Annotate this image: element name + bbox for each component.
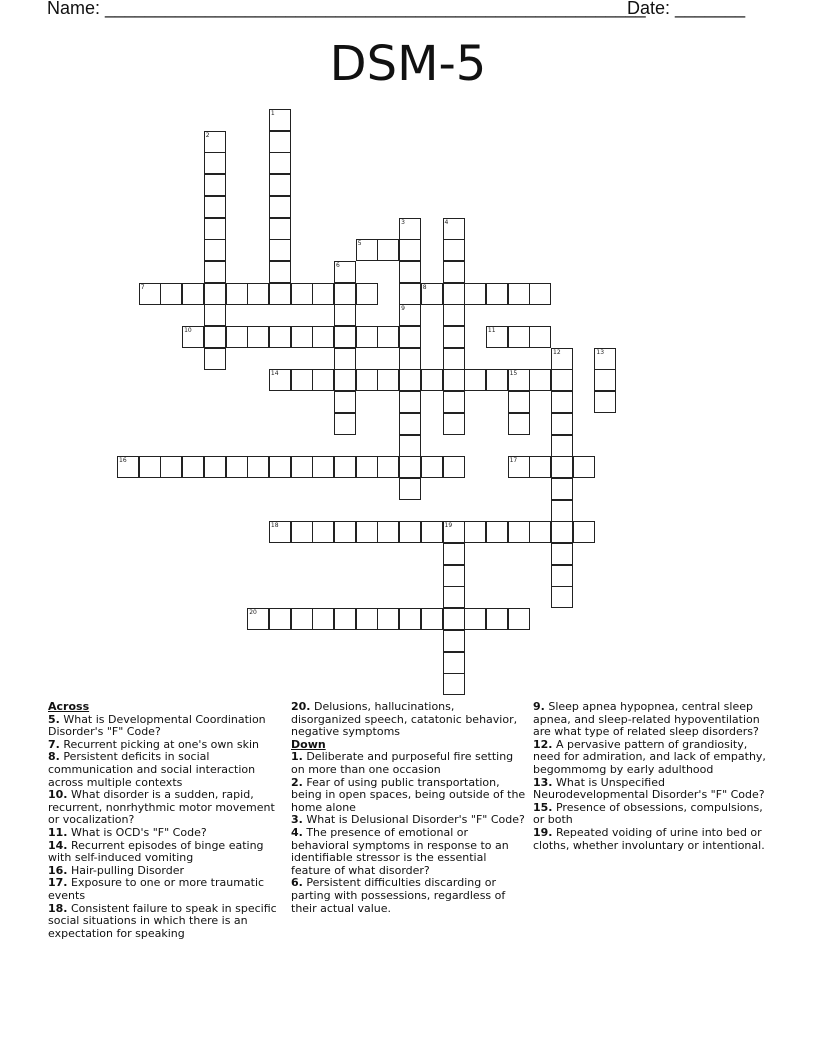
crossword-cell[interactable] (551, 521, 573, 543)
crossword-cell[interactable] (443, 456, 465, 478)
crossword-cell[interactable] (399, 478, 421, 500)
clue-item-text: Delusions, hallucinations, disorganized speech, catatonic behavior, negative symptoms (291, 700, 518, 739)
crossword-cell[interactable] (399, 391, 421, 413)
crossword-cell[interactable] (443, 348, 465, 370)
crossword-cell[interactable] (204, 239, 226, 261)
clue-number: 20 (249, 609, 257, 617)
crossword-cell[interactable] (269, 239, 291, 261)
crossword-cell[interactable] (312, 326, 334, 348)
crossword-cell[interactable] (399, 608, 421, 630)
crossword-cell[interactable] (312, 521, 334, 543)
crossword-cell[interactable] (204, 218, 226, 240)
crossword-cell[interactable] (508, 413, 530, 435)
clue-item-number: 5. (48, 712, 60, 726)
crossword-cell[interactable] (551, 543, 573, 565)
crossword-cell[interactable] (464, 608, 486, 630)
crossword-cell[interactable] (377, 521, 399, 543)
crossword-cell[interactable] (443, 218, 465, 240)
clue-item (48, 840, 284, 865)
crossword-cell[interactable] (551, 348, 573, 370)
crossword-cell[interactable] (421, 608, 443, 630)
crossword-cell[interactable] (291, 283, 313, 305)
crossword-cell[interactable] (486, 283, 508, 305)
crossword-cell[interactable] (356, 239, 378, 261)
crossword-cell[interactable] (508, 326, 530, 348)
crossword-cell[interactable] (443, 630, 465, 652)
crossword-cell[interactable] (443, 565, 465, 587)
crossword-cell[interactable] (399, 456, 421, 478)
crossword-cell[interactable] (443, 413, 465, 435)
crossword-cell[interactable] (529, 521, 551, 543)
crossword-cell[interactable] (139, 283, 161, 305)
crossword-cell[interactable] (269, 261, 291, 283)
clue-number: 18 (270, 522, 279, 530)
crossword-cell[interactable] (443, 369, 465, 391)
crossword-cell[interactable] (226, 283, 248, 305)
clue-item-text: What is OCD's "F" Code? (67, 825, 207, 839)
crossword-cell[interactable] (508, 521, 530, 543)
crossword-cell[interactable] (573, 456, 595, 478)
clue-number: 4 (444, 218, 449, 226)
crossword-cell[interactable] (291, 326, 313, 348)
crossword-cell[interactable] (464, 521, 486, 543)
crossword-cell[interactable] (269, 608, 291, 630)
crossword-cell[interactable] (377, 608, 399, 630)
clue-item (533, 701, 769, 739)
crossword-cell[interactable] (204, 456, 226, 478)
crossword-cell[interactable] (508, 608, 530, 630)
clue-number: 3 (401, 218, 405, 226)
clue-number: 17 (509, 457, 518, 465)
crossword-cell[interactable] (204, 196, 226, 218)
clue-number: 6 (336, 261, 340, 269)
crossword-cell[interactable] (529, 283, 551, 305)
crossword-cell[interactable] (421, 283, 443, 305)
clue-item-text: What is Unspecified Neurodevelopmental Disorder's "F" Code? (533, 775, 765, 802)
crossword-cell[interactable] (443, 652, 465, 674)
crossword-cell[interactable] (529, 369, 551, 391)
clue-item-number: 1. (291, 750, 303, 764)
clue-item-text: The presence of emotional or behavioral symptoms in response to an identifiable stressor is the essential feature of what disorder? (291, 825, 509, 877)
crossword-cell[interactable] (486, 608, 508, 630)
crossword-cell[interactable] (377, 369, 399, 391)
clue-column-3 (533, 701, 769, 852)
crossword-cell[interactable] (356, 608, 378, 630)
clue-number: 5 (357, 240, 362, 248)
crossword-cell[interactable] (269, 521, 291, 543)
crossword-cell[interactable] (269, 174, 291, 196)
clue-item-text: Persistent deficits in social communication and social interaction across multiple contexts (48, 750, 256, 789)
crossword-cell[interactable] (443, 608, 465, 630)
crossword-cell[interactable] (399, 521, 421, 543)
crossword-cell[interactable] (204, 152, 226, 174)
clue-item-text: Consistent failure to speak in specific social situations in which there is an expectation for speaking (48, 901, 277, 940)
crossword-cell[interactable] (529, 456, 551, 478)
clue-item-number: 14. (48, 838, 68, 852)
crossword-cell[interactable] (356, 326, 378, 348)
clue-item-number: 8. (48, 750, 60, 764)
crossword-cell[interactable] (269, 152, 291, 174)
clue-number: 14 (270, 370, 279, 378)
crossword-cell[interactable] (269, 109, 291, 131)
clue-item (533, 827, 769, 852)
crossword-cell[interactable] (247, 608, 269, 630)
crossword-cell[interactable] (573, 521, 595, 543)
crossword-cell[interactable] (399, 218, 421, 240)
crossword-cell[interactable] (551, 369, 573, 391)
clue-number: 12 (553, 348, 561, 356)
crossword-cell[interactable] (204, 326, 226, 348)
clue-item-text: Fear of using public transportation, being in open spaces, being outside of the home alone (291, 775, 526, 814)
crossword-cell[interactable] (204, 283, 226, 305)
clue-item-number: 6. (291, 876, 303, 890)
clue-item-text: Persistent difficulties discarding or parting with possessions, regardless of their actual value. (291, 876, 506, 915)
crossword-cell[interactable] (443, 239, 465, 261)
clue-item-text: Presence of obsessions, compulsions, or both (533, 800, 763, 827)
clue-item (291, 877, 527, 915)
crossword-cell[interactable] (551, 565, 573, 587)
clue-number: 9 (401, 305, 405, 313)
crossword-cell[interactable] (399, 304, 421, 326)
crossword-cell[interactable] (334, 304, 356, 326)
crossword-cell[interactable] (269, 369, 291, 391)
crossword-cell[interactable] (204, 131, 226, 153)
clue-item-text: Recurrent picking at one's own skin (59, 737, 259, 751)
crossword-cell[interactable] (312, 283, 334, 305)
crossword-cell[interactable] (443, 543, 465, 565)
clue-number: 1 (270, 110, 275, 117)
crossword-cell[interactable] (421, 369, 443, 391)
clue-item (48, 877, 284, 902)
clue-item-number: 18. (48, 901, 68, 915)
crossword-cell[interactable] (551, 413, 573, 435)
crossword-cell[interactable] (399, 239, 421, 261)
crossword-cell[interactable] (334, 521, 356, 543)
clue-number: 2 (205, 131, 210, 139)
crossword-cell[interactable] (443, 283, 465, 305)
crossword-cell[interactable] (204, 304, 226, 326)
clue-item-text: What disorder is a sudden, rapid, recurrent, nonrhythmic motor movement or vocalization? (48, 788, 275, 827)
clue-item-text: Sleep apnea hypopnea, central sleep apnea, and sleep-related hypoventilation are what type of related sleep disorders? (533, 700, 760, 739)
clue-item-text: Deliberate and purposeful fire setting on more than one occasion (291, 750, 514, 776)
crossword-cell[interactable] (443, 261, 465, 283)
crossword-cell[interactable] (269, 326, 291, 348)
page-title: DSM-5 (329, 36, 487, 92)
clue-item-number: 3. (291, 813, 303, 827)
crossword-cell[interactable] (356, 521, 378, 543)
crossword-cell[interactable] (377, 326, 399, 348)
crossword-cell[interactable] (182, 283, 204, 305)
crossword-cell[interactable] (182, 326, 204, 348)
crossword-cell[interactable] (312, 456, 334, 478)
crossword-cell[interactable] (486, 369, 508, 391)
crossword-cell[interactable] (291, 608, 313, 630)
clue-item-text: Repeated voiding of urine into bed or cloths, whether involuntary or intentional. (533, 825, 765, 852)
crossword-cell[interactable] (269, 131, 291, 153)
crossword-cell[interactable] (443, 304, 465, 326)
crossword-cell[interactable] (551, 500, 573, 522)
section-heading-across: Across (48, 700, 90, 713)
crossword-cell[interactable] (334, 283, 356, 305)
section-heading-down: Down (291, 737, 326, 751)
crossword-cell[interactable] (160, 456, 182, 478)
clue-item-number: 15. (533, 800, 553, 814)
clue-item (48, 714, 284, 739)
clue-item-text: What is Developmental Coordination Disorder's "F" Code? (48, 712, 266, 739)
clue-item (533, 739, 769, 777)
crossword-cell[interactable] (443, 673, 465, 695)
crossword-cell[interactable] (226, 456, 248, 478)
clue-item (291, 777, 527, 815)
clue-item-text: Exposure to one or more traumatic events (48, 876, 265, 902)
crossword-cell[interactable] (139, 456, 161, 478)
clue-number: 11 (487, 327, 496, 334)
crossword-cell[interactable] (334, 608, 356, 630)
clue-item-number: 13. (533, 775, 553, 789)
crossword-cell[interactable] (551, 456, 573, 478)
crossword-cell[interactable] (334, 261, 356, 283)
crossword-cell[interactable] (421, 456, 443, 478)
clue-item-number: 17. (48, 876, 68, 890)
crossword-cell[interactable] (486, 326, 508, 348)
clue-column-2 (291, 701, 527, 915)
crossword-cell[interactable] (247, 456, 269, 478)
clue-item-text: What is Delusional Disorder's "F" Code? (302, 813, 525, 827)
clue-item-number: 12. (533, 737, 553, 751)
crossword-cell[interactable] (160, 283, 182, 305)
crossword-cell[interactable] (508, 369, 530, 391)
clue-item-text: Recurrent episodes of binge eating with self-induced vomiting (48, 838, 264, 865)
clue-item-number: 19. (533, 825, 553, 839)
clue-item (291, 701, 527, 739)
crossword-cell[interactable] (117, 456, 139, 478)
crossword-cell[interactable] (356, 369, 378, 391)
clue-item (48, 751, 284, 789)
clue-number: 13 (596, 348, 605, 356)
crossword-cell[interactable] (464, 369, 486, 391)
crossword-cell[interactable] (551, 435, 573, 457)
crossword-cell[interactable] (291, 369, 313, 391)
clue-number: 16 (119, 457, 127, 465)
clue-item-number: 11. (48, 825, 68, 839)
crossword-cell[interactable] (291, 456, 313, 478)
crossword-cell[interactable] (594, 348, 616, 370)
crossword-cell[interactable] (204, 348, 226, 370)
crossword-cell[interactable] (334, 326, 356, 348)
crossword-cell[interactable] (269, 456, 291, 478)
clue-item (291, 827, 527, 877)
crossword-cell[interactable] (377, 239, 399, 261)
clue-column-1 (48, 701, 284, 940)
clue-number: 15 (509, 370, 518, 378)
clue-item (533, 802, 769, 827)
crossword-cell[interactable] (269, 196, 291, 218)
crossword-cell[interactable] (182, 456, 204, 478)
clue-item-number: 16. (48, 863, 68, 877)
clue-number: 7 (140, 283, 145, 291)
crossword-cell[interactable] (269, 283, 291, 305)
crossword-cell[interactable] (334, 391, 356, 413)
crossword-cell[interactable] (226, 326, 248, 348)
crossword-cell[interactable] (399, 369, 421, 391)
clue-item (533, 777, 769, 802)
crossword-cell[interactable] (551, 478, 573, 500)
clue-number: 10 (184, 327, 192, 334)
date-field: Date: _______ (627, 0, 746, 18)
clue-item (291, 751, 527, 776)
crossword-cell[interactable] (594, 391, 616, 413)
clue-item-number: 7. (48, 737, 60, 751)
clue-number: 8 (422, 283, 427, 291)
clue-item-text: Hair-pulling Disorder (67, 863, 185, 877)
clue-item-number: 4. (291, 825, 303, 839)
crossword-cell[interactable] (421, 521, 443, 543)
crossword-cell[interactable] (377, 456, 399, 478)
crossword-cell[interactable] (508, 391, 530, 413)
crossword-cell[interactable] (247, 283, 269, 305)
crossword-cell[interactable] (204, 174, 226, 196)
crossword-cell[interactable] (334, 369, 356, 391)
crossword-cell[interactable] (312, 369, 334, 391)
crossword-cell[interactable] (551, 586, 573, 608)
crossword-cell[interactable] (356, 283, 378, 305)
crossword-cell[interactable] (399, 261, 421, 283)
crossword-cell[interactable] (399, 283, 421, 305)
name-field: Name: ______________________________________________________ (47, 0, 646, 18)
crossword-cell[interactable] (247, 326, 269, 348)
crossword-cell[interactable] (443, 586, 465, 608)
crossword-cell[interactable] (551, 391, 573, 413)
clue-item-text: A pervasive pattern of grandiosity, need for admiration, and lack of empathy, begommomg by early adulthood (533, 737, 766, 776)
crossword-cell[interactable] (356, 456, 378, 478)
clue-item-number: 9. (533, 700, 545, 713)
clue-item-number: 10. (48, 788, 68, 802)
crossword-cell[interactable] (529, 326, 551, 348)
clue-item-number: 20. (291, 700, 311, 713)
crossword-cell[interactable] (508, 456, 530, 478)
crossword-cell[interactable] (204, 261, 226, 283)
crossword-cell[interactable] (508, 283, 530, 305)
crossword-cell[interactable] (334, 348, 356, 370)
crossword-cell[interactable] (443, 521, 465, 543)
clue-item (48, 903, 284, 941)
clue-item (48, 789, 284, 827)
crossword-cell[interactable] (443, 391, 465, 413)
crossword-cell[interactable] (269, 218, 291, 240)
crossword-cell[interactable] (334, 413, 356, 435)
crossword-cell[interactable] (594, 369, 616, 391)
crossword-cell[interactable] (399, 435, 421, 457)
crossword-cell[interactable] (486, 521, 508, 543)
crossword-cell[interactable] (399, 413, 421, 435)
crossword-cell[interactable] (399, 326, 421, 348)
crossword-cell[interactable] (443, 326, 465, 348)
crossword-cell[interactable] (334, 456, 356, 478)
crossword-cell[interactable] (399, 348, 421, 370)
crossword-cell[interactable] (464, 283, 486, 305)
clue-item-number: 2. (291, 775, 303, 789)
clue-number: 19 (444, 522, 453, 530)
crossword-cell[interactable] (312, 608, 334, 630)
crossword-cell[interactable] (291, 521, 313, 543)
